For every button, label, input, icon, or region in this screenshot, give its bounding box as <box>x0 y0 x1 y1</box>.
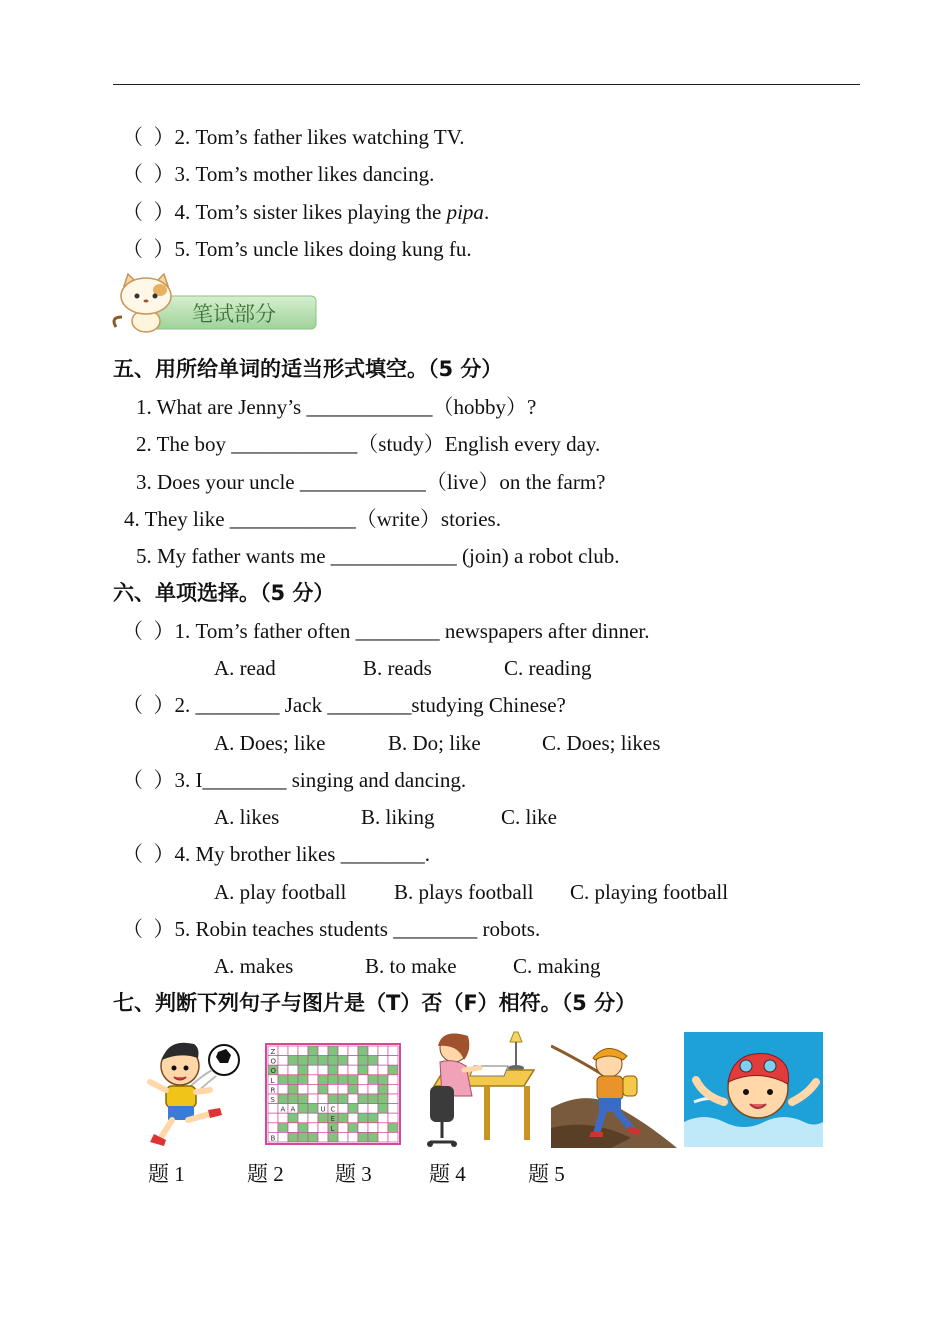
puzzle-cell <box>308 1113 318 1123</box>
puzzle-cell <box>328 1046 338 1056</box>
puzzle-cell <box>388 1046 398 1056</box>
puzzle-cell <box>298 1104 308 1114</box>
puzzle-letter: S <box>270 1096 275 1104</box>
puzzle-cell <box>348 1056 358 1066</box>
puzzle-cell <box>278 1084 288 1094</box>
puzzle-cell <box>328 1132 338 1142</box>
listening-item-5: （ ）5. Tom’s uncle likes doing kung fu. <box>122 237 472 261</box>
puzzle-grid <box>268 1046 398 1142</box>
puzzle-cell <box>368 1113 378 1123</box>
puzzle-cell <box>388 1084 398 1094</box>
puzzle-cell <box>388 1113 398 1123</box>
fill-item-1: 1. What are Jenny’s ____________（hobby）? <box>136 395 537 419</box>
puzzle-cell <box>358 1046 368 1056</box>
puzzle-cell <box>358 1104 368 1114</box>
choice-question-4: （ ）4. My brother likes ________. <box>122 842 430 866</box>
puzzle-cell <box>358 1084 368 1094</box>
puzzle-cell <box>308 1084 318 1094</box>
puzzle-cell <box>278 1075 288 1085</box>
puzzle-cell <box>298 1056 308 1066</box>
puzzle-cell <box>308 1094 318 1104</box>
puzzle-cell <box>358 1094 368 1104</box>
choice-1-option-c: C. reading <box>504 656 592 680</box>
puzzle-cell <box>348 1094 358 1104</box>
puzzle-cell <box>348 1132 358 1142</box>
boy-playing-football-image <box>138 1030 244 1148</box>
puzzle-cell <box>378 1075 388 1085</box>
puzzle-cell <box>288 1075 298 1085</box>
puzzle-letter: B <box>270 1134 276 1143</box>
puzzle-cell <box>388 1065 398 1075</box>
puzzle-cell <box>328 1075 338 1085</box>
puzzle-cell <box>378 1046 388 1056</box>
puzzle-cell <box>348 1046 358 1056</box>
puzzle-cell <box>288 1065 298 1075</box>
section-6-title: 六、单项选择。（5 分） <box>113 581 335 605</box>
puzzle-cell <box>368 1046 378 1056</box>
puzzle-letter: C <box>330 1105 336 1114</box>
puzzle-cell <box>378 1104 388 1114</box>
puzzle-cell <box>378 1094 388 1104</box>
puzzle-cell <box>288 1084 298 1094</box>
choice-5-option-b: B. to make <box>365 954 457 978</box>
puzzle-cell <box>378 1065 388 1075</box>
puzzle-cell <box>278 1123 288 1133</box>
puzzle-cell <box>368 1104 378 1114</box>
puzzle-cell <box>368 1094 378 1104</box>
puzzle-cell <box>378 1123 388 1133</box>
puzzle-cell <box>288 1094 298 1104</box>
choice-2-option-b: B. Do; like <box>388 731 481 755</box>
puzzle-cell <box>348 1123 358 1133</box>
puzzle-cell <box>338 1065 348 1075</box>
puzzle-letter: L <box>330 1124 335 1133</box>
puzzle-cell <box>338 1104 348 1114</box>
listening-item-2: （ ）2. Tom’s father likes watching TV. <box>122 125 465 149</box>
puzzle-cell <box>338 1075 348 1085</box>
puzzle-cell <box>298 1094 308 1104</box>
section-7-title: 七、判断下列句子与图片是（T）否（F）相符。（5 分） <box>113 991 637 1015</box>
puzzle-cell <box>298 1113 308 1123</box>
puzzle-cell <box>318 1094 328 1104</box>
puzzle-cell <box>348 1113 358 1123</box>
puzzle-cell <box>328 1056 338 1066</box>
puzzle-cell <box>318 1123 328 1133</box>
puzzle-cell <box>348 1084 358 1094</box>
puzzle-cell <box>308 1046 318 1056</box>
puzzle-cell <box>388 1104 398 1114</box>
caption-2: 题 2 <box>247 1162 284 1186</box>
choice-5-option-a: A. makes <box>214 954 294 978</box>
puzzle-cell <box>328 1065 338 1075</box>
puzzle-letter: Z <box>270 1048 276 1056</box>
puzzle-cell <box>358 1113 368 1123</box>
choice-1-option-b: B. reads <box>363 656 432 680</box>
puzzle-letter: A <box>290 1105 296 1114</box>
puzzle-cell <box>338 1094 348 1104</box>
puzzle-cell <box>358 1056 368 1066</box>
puzzle-cell <box>338 1046 348 1056</box>
fill-item-5: 5. My father wants me ____________ (join) a robot club. <box>136 544 620 568</box>
puzzle-cell <box>328 1084 338 1094</box>
puzzle-cell <box>388 1094 398 1104</box>
puzzle-cell <box>308 1056 318 1066</box>
boy-swimming-image <box>684 1032 823 1147</box>
choice-3-option-a: A. likes <box>214 805 280 829</box>
listening-item-4: （ ）4. Tom’s sister likes playing the pipa. <box>122 200 490 224</box>
choice-3-option-b: B. liking <box>361 805 435 829</box>
fill-item-2: 2. The boy ____________（study）English every day. <box>136 432 601 456</box>
written-section-banner <box>112 272 318 334</box>
puzzle-cell <box>338 1084 348 1094</box>
puzzle-cell <box>298 1075 308 1085</box>
word-puzzle-image <box>265 1043 401 1145</box>
section-5-title: 五、用所给单词的适当形式填空。（5 分） <box>113 357 503 381</box>
puzzle-letter: O <box>270 1067 277 1076</box>
puzzle-cell <box>368 1132 378 1142</box>
choice-5-option-c: C. making <box>513 954 601 978</box>
puzzle-letter: U <box>320 1105 326 1114</box>
puzzle-cell <box>298 1065 308 1075</box>
puzzle-cell <box>388 1123 398 1133</box>
puzzle-cell <box>278 1132 288 1142</box>
puzzle-cell <box>308 1075 318 1085</box>
puzzle-cell <box>268 1104 278 1114</box>
puzzle-cell <box>288 1132 298 1142</box>
puzzle-cell <box>318 1075 328 1085</box>
puzzle-cell <box>348 1104 358 1114</box>
puzzle-cell <box>348 1075 358 1085</box>
puzzle-letter: A <box>280 1105 286 1114</box>
puzzle-cell <box>318 1056 328 1066</box>
choice-question-5: （ ）5. Robin teaches students ________ robots. <box>122 917 541 941</box>
puzzle-cell <box>308 1132 318 1142</box>
puzzle-cell <box>308 1123 318 1133</box>
fill-item-3: 3. Does your uncle ____________（live）on the farm? <box>136 470 606 494</box>
puzzle-cell <box>378 1132 388 1142</box>
puzzle-cell <box>318 1132 328 1142</box>
puzzle-cell <box>288 1056 298 1066</box>
puzzle-cell <box>318 1065 328 1075</box>
puzzle-cell <box>308 1065 318 1075</box>
puzzle-cell <box>278 1094 288 1104</box>
puzzle-cell <box>298 1046 308 1056</box>
choice-1-option-a: A. read <box>214 656 276 680</box>
puzzle-cell <box>358 1065 368 1075</box>
puzzle-cell <box>358 1132 368 1142</box>
listening-item-3: （ ）3. Tom’s mother likes dancing. <box>122 162 435 186</box>
puzzle-cell <box>348 1065 358 1075</box>
puzzle-cell <box>278 1065 288 1075</box>
choice-2-option-c: C. Does; likes <box>542 731 661 755</box>
puzzle-letter: R <box>270 1086 276 1095</box>
puzzle-cell <box>288 1113 298 1123</box>
caption-1: 题 1 <box>148 1162 185 1186</box>
puzzle-cell <box>368 1075 378 1085</box>
caption-5: 题 5 <box>528 1162 565 1186</box>
puzzle-cell <box>328 1094 338 1104</box>
header-rule <box>113 84 860 85</box>
puzzle-cell <box>388 1132 398 1142</box>
puzzle-cell <box>318 1084 328 1094</box>
puzzle-cell <box>318 1113 328 1123</box>
puzzle-letter: L <box>270 1076 275 1085</box>
puzzle-cell <box>338 1132 348 1142</box>
puzzle-cell <box>278 1046 288 1056</box>
puzzle-letter: E <box>330 1115 335 1124</box>
puzzle-cell <box>338 1056 348 1066</box>
choice-3-option-c: C. like <box>501 805 557 829</box>
caption-4: 题 4 <box>429 1162 466 1186</box>
puzzle-cell <box>368 1084 378 1094</box>
choice-4-option-b: B. plays football <box>394 880 534 904</box>
puzzle-cell <box>338 1123 348 1133</box>
girl-studying-image <box>424 1030 536 1148</box>
puzzle-cell <box>278 1113 288 1123</box>
puzzle-cell <box>298 1084 308 1094</box>
choice-4-option-c: C. playing football <box>570 880 729 904</box>
choice-2-option-a: A. Does; like <box>214 731 326 755</box>
puzzle-cell <box>378 1113 388 1123</box>
puzzle-cell <box>288 1046 298 1056</box>
puzzle-cell <box>268 1113 278 1123</box>
puzzle-cell <box>358 1075 368 1085</box>
puzzle-cell <box>368 1123 378 1133</box>
boy-climbing-image <box>551 1032 677 1148</box>
fill-item-4: 4. They like ____________（write）stories. <box>124 507 501 531</box>
puzzle-cell <box>388 1056 398 1066</box>
caption-3: 题 3 <box>335 1162 372 1186</box>
puzzle-cell <box>338 1113 348 1123</box>
banner-label: 笔试部分 <box>192 302 276 326</box>
puzzle-cell <box>268 1123 278 1133</box>
puzzle-cell <box>298 1123 308 1133</box>
puzzle-cell <box>298 1132 308 1142</box>
puzzle-cell <box>388 1075 398 1085</box>
choice-question-1: （ ）1. Tom’s father often ________ newspapers after dinner. <box>122 619 650 643</box>
puzzle-cell <box>368 1065 378 1075</box>
choice-question-2: （ ）2. ________ Jack ________studying Chinese? <box>122 693 566 717</box>
puzzle-cell <box>358 1123 368 1133</box>
puzzle-cell <box>378 1056 388 1066</box>
puzzle-letter: O <box>270 1057 277 1066</box>
puzzle-cell <box>308 1104 318 1114</box>
puzzle-cell <box>378 1084 388 1094</box>
choice-4-option-a: A. play football <box>214 880 347 904</box>
puzzle-cell <box>278 1056 288 1066</box>
puzzle-cell <box>318 1046 328 1056</box>
choice-question-3: （ ）3. I________ singing and dancing. <box>122 768 467 792</box>
puzzle-cell <box>368 1056 378 1066</box>
puzzle-cell <box>288 1123 298 1133</box>
